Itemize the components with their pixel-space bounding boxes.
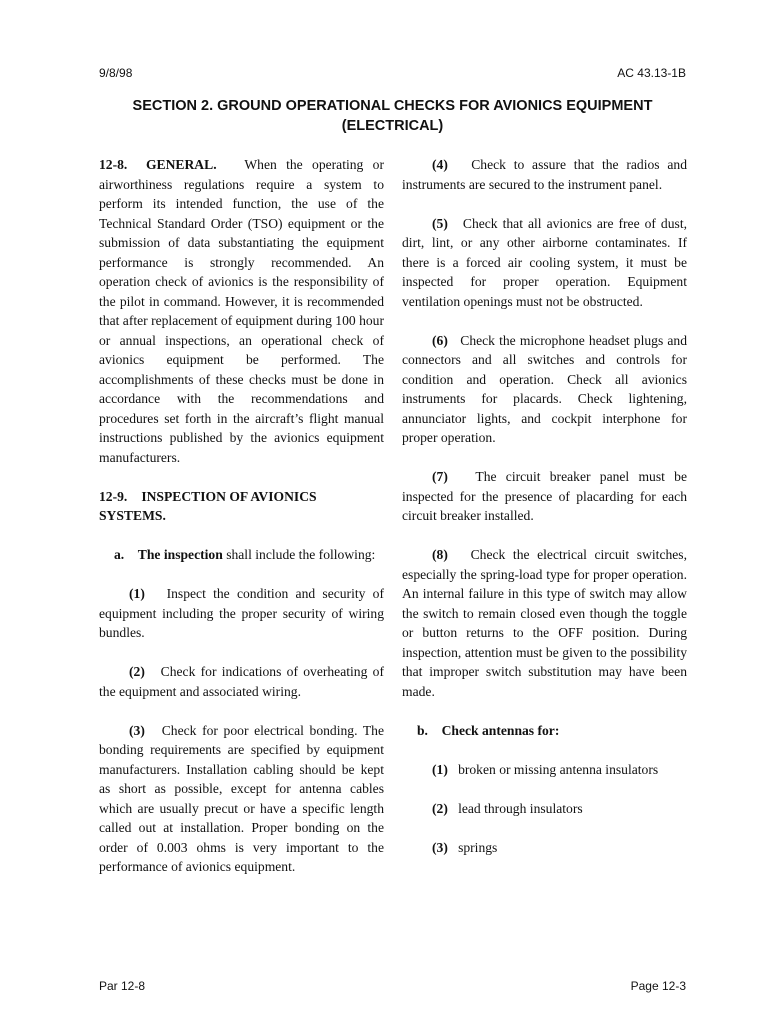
check-item-number: (8) bbox=[432, 547, 448, 562]
check-item-number: (3) bbox=[129, 722, 145, 738]
antenna-item-1 bbox=[402, 760, 687, 780]
check-item-number: (7) bbox=[432, 469, 448, 484]
check-item-number: (4) bbox=[432, 157, 448, 172]
check-item-text: The circuit breaker panel must be inspected for the presence of placarding for each circuit breaker installed. bbox=[402, 469, 687, 523]
antenna-item-text: broken or missing antenna insulators bbox=[458, 761, 659, 777]
title-line-1: SECTION 2. GROUND OPERATIONAL CHECKS FOR AVIONICS EQUIPMENT bbox=[132, 98, 653, 114]
general-text: When the operating or airworthiness regulations require a system to perform its intended function, the use of the Technical Standard Order (TSO) equipment or the submission of data substantiating the equipment performance is strongly recommended. An operation check of avionics is the responsibility of the pilot in command. However, it is recommended that after replacement of equipment during 100 hour or annual inspections, an operational check of avionics equipment be performed. The accomplishments of these checks must be done in accordance with the recommendations and procedures set forth in the aircraft’s flight manual instructions published by the avionics equipment manufacturers. bbox=[99, 157, 384, 465]
antenna-item-3 bbox=[402, 838, 687, 858]
inspection-heading bbox=[99, 487, 384, 526]
footer-page-number: Page 12-3 bbox=[630, 979, 686, 993]
check-item-text: Inspect the condition and security of equipment including the proper security of wiring bundles. bbox=[99, 586, 384, 640]
check-item-number: (1) bbox=[129, 586, 145, 601]
check-item-number: (6) bbox=[432, 332, 448, 348]
check-item-7 bbox=[402, 467, 687, 526]
check-item-text: Check for indications of overheating of the equipment and associated wiring. bbox=[99, 664, 384, 699]
item-b-label: b. bbox=[417, 722, 428, 738]
check-item-5 bbox=[402, 214, 687, 312]
antenna-item-number: (2) bbox=[432, 800, 448, 816]
inspection-number: 12-9. bbox=[99, 488, 128, 504]
check-item-2 bbox=[99, 662, 384, 701]
footer-paragraph-ref: Par 12-8 bbox=[99, 979, 146, 993]
check-item-1 bbox=[99, 584, 384, 643]
check-item-number: (2) bbox=[129, 664, 145, 679]
check-item-text: Check the microphone headset plugs and connectors and all switches and controls for condition and operation. Check all avionics instruments for placards. Check lightening, annunciator lights, and cockpit interphone for proper operation. bbox=[402, 332, 687, 445]
check-item-number: (5) bbox=[432, 215, 448, 231]
item-a-text: shall include the following: bbox=[226, 547, 376, 562]
check-item-text: Check that all avionics are free of dust, dirt, lint, or any other airborne contaminates. If there is a forced air cooling system, it must be inspected for proper operation. Equipment ventilation openings must not be obstructed. bbox=[402, 215, 687, 309]
header-date: 9/8/98 bbox=[99, 66, 133, 80]
antenna-item-number: (1) bbox=[432, 761, 448, 777]
general-paragraph bbox=[99, 155, 384, 467]
item-a-bold: The inspection bbox=[137, 547, 223, 562]
antenna-item-2 bbox=[402, 799, 687, 819]
check-item-6 bbox=[402, 331, 687, 448]
general-heading: GENERAL. bbox=[145, 157, 217, 172]
antenna-item-number: (3) bbox=[432, 839, 448, 855]
right-column bbox=[402, 155, 687, 857]
general-number: 12-8. bbox=[99, 157, 128, 172]
title-line-2: (ELECTRICAL) bbox=[341, 118, 444, 134]
antenna-item-text: springs bbox=[458, 839, 498, 855]
header-doc-id: AC 43.13-1B bbox=[617, 66, 686, 80]
page-title bbox=[99, 96, 686, 136]
item-a bbox=[99, 545, 384, 565]
check-item-text: Check for poor electrical bonding. The bonding requirements are specified by equipment manufacturers. Installation cabling should be kept as short as possible, except for antenna cables which are usually precut or have a specific length called out at installation. Proper bonding on the order of 0.003 ohms is very important to the performance of avionics equipment. bbox=[99, 722, 384, 874]
check-item-text: Check the electrical circuit switches, especially the spring-load type for proper operation. An internal failure in this type of switch may allow the switch to remain closed even though the toggle or button returns to the OFF position. During inspection, attention must be given to the possibility that improper switch substitution may have been made. bbox=[402, 547, 687, 699]
item-b bbox=[402, 721, 687, 741]
check-item-8 bbox=[402, 545, 687, 701]
inspection-heading-text: INSPECTION OF AVIONICS SYSTEMS. bbox=[99, 488, 317, 523]
item-b-heading: Check antennas for: bbox=[441, 722, 560, 738]
antenna-item-text: lead through insulators bbox=[458, 800, 583, 816]
check-item-3 bbox=[99, 721, 384, 877]
check-item-4 bbox=[402, 155, 687, 194]
left-column bbox=[99, 155, 384, 877]
item-a-label: a. bbox=[114, 547, 125, 562]
check-item-text: Check to assure that the radios and instruments are secured to the instrument panel. bbox=[402, 157, 687, 192]
